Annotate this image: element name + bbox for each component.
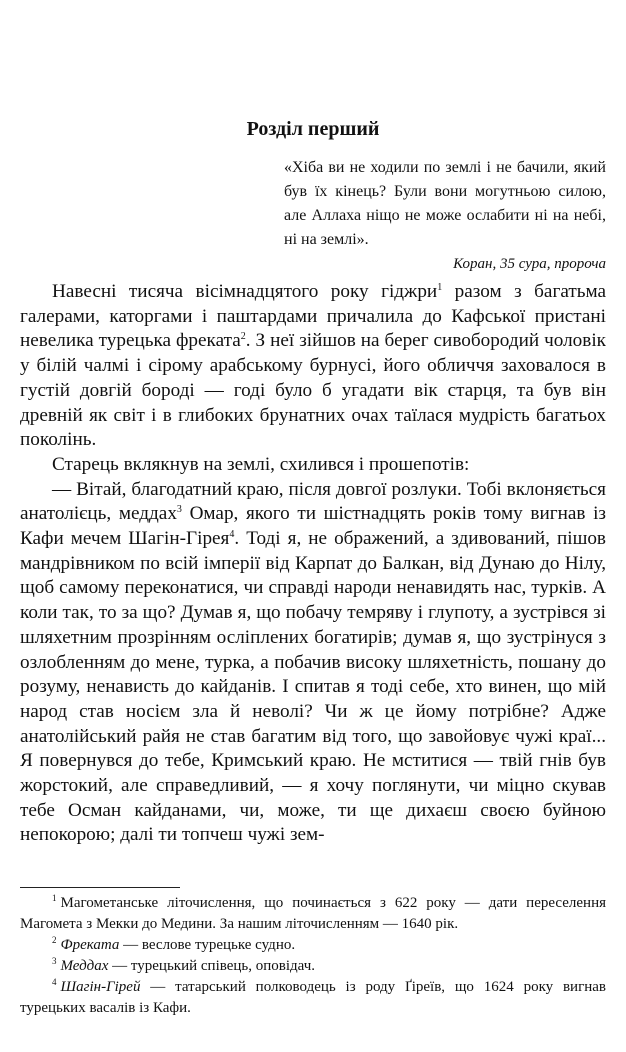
footnote-ref-4: 4 <box>229 529 235 541</box>
chapter-title: Розділ перший <box>246 118 380 140</box>
main-text <box>20 280 606 848</box>
epigraph <box>284 156 606 276</box>
footnote-term: Меддах <box>60 958 109 974</box>
footnote-text: Магометанське літочислення, що починається з 622 року — дати переселення Магомета з Мекки до Медини. За нашим літочисленням — 1640 рік. <box>20 895 606 932</box>
footnote-3 <box>20 956 606 977</box>
footnote-ref-1: 1 <box>437 282 443 293</box>
paragraph-3-part-b: Омар, якого ти шістнадцять років тому вигнав із Кафи мечем Шагін-Гірея <box>20 503 606 550</box>
paragraph-3-part-c: . Тоді я, не ображений, а здивований, пішов мандрівником по всій імперії від Карпат до Балкан, від Дунаю до Нілу, щоб самому переконатися, чи справді народи ненавидять нас, турків. А коли так, то за що? Думав я, що побачу темряву і глупоту, а зустрівся зі шляхетним прозрінням осліплених богатирів; думав я, що зустрінуся з озлобленням до мене, турка, а побачив високу шляхетність, пошану до розуму, ненависть до кайданів. І спитав я тоді себе, хто винен, що мій народ став носієм зла й неволі? Чи ж це йому потрібне? Адже анатолійський райя не став багатим від того, що завойовує чужі краї... Я повернувся до тебе, Кримський краю. Не мститися — твій гнів був жорстокий, але справедливий, — я хочу поглянути, чи міцно скував тебе Осман кайданами, чи, може, ти ще дихаєш своєю буйною непокорою; далі ти топчеш чужі зем- <box>20 528 606 846</box>
footnote-ref-3: 3 <box>176 504 182 516</box>
footnote-number: 4 <box>52 977 57 987</box>
paragraph-1-part-b: разом з багатьма галерами, каторгами і паштардами причалила до Кафської пристані невелика турецька фреката <box>20 281 606 352</box>
footnote-number: 2 <box>52 935 57 945</box>
footnote-ref-2: 2 <box>240 331 246 343</box>
footnotes <box>20 893 606 1019</box>
footnote-1 <box>20 893 606 935</box>
footnote-2 <box>20 935 606 956</box>
paragraph-3 <box>20 478 606 849</box>
footnote-text: — татарський полководець із роду Ґіреїв, що 1624 року вигнав турецьких васалів із Кафи. <box>20 979 606 1016</box>
footnote-term: Фреката <box>60 937 120 953</box>
footnote-number: 1 <box>52 893 57 903</box>
epigraph-source: Коран, 35 сура, пророча <box>453 256 606 272</box>
paragraph-3-part-a: — Вітай, благодатний краю, після довгої розлуки. Тобі вклоняється анатолієць, меддах <box>20 478 606 525</box>
footnote-term: Шагін-Гірей <box>60 979 141 995</box>
footnote-4 <box>20 977 606 1019</box>
footnote-text: — веслове турецьке судно. <box>119 937 296 953</box>
paragraph-1-part-a: Навесні тисяча вісімнадцятого року гіджри <box>52 281 438 302</box>
epigraph-text: «Хіба ви не ходили по землі і не бачили, який був їх кінець? Були вони могутньою силою, але Аллаха ніщо не може ослабити ні на небі, ні на землі». <box>284 159 606 248</box>
footnote-text: — турецький співець, оповідач. <box>108 958 316 974</box>
paragraph-1-part-c: . З неї зійшов на берег сивобородий чоловік у білій чалмі і сірому арабському бурнусі, його обличчя заховалося в густій довгій бороді — годі було б угадати вік старця, та був він древній як світ і в глибоких брунатних очах таїлася мудрість багатьох поколінь. <box>20 330 606 451</box>
footnote-divider <box>20 887 180 888</box>
footnote-number: 3 <box>52 956 57 966</box>
paragraph-2: Старець вклякнув на землі, схилився і прошепотів: <box>52 453 470 475</box>
paragraph-1 <box>20 280 606 453</box>
